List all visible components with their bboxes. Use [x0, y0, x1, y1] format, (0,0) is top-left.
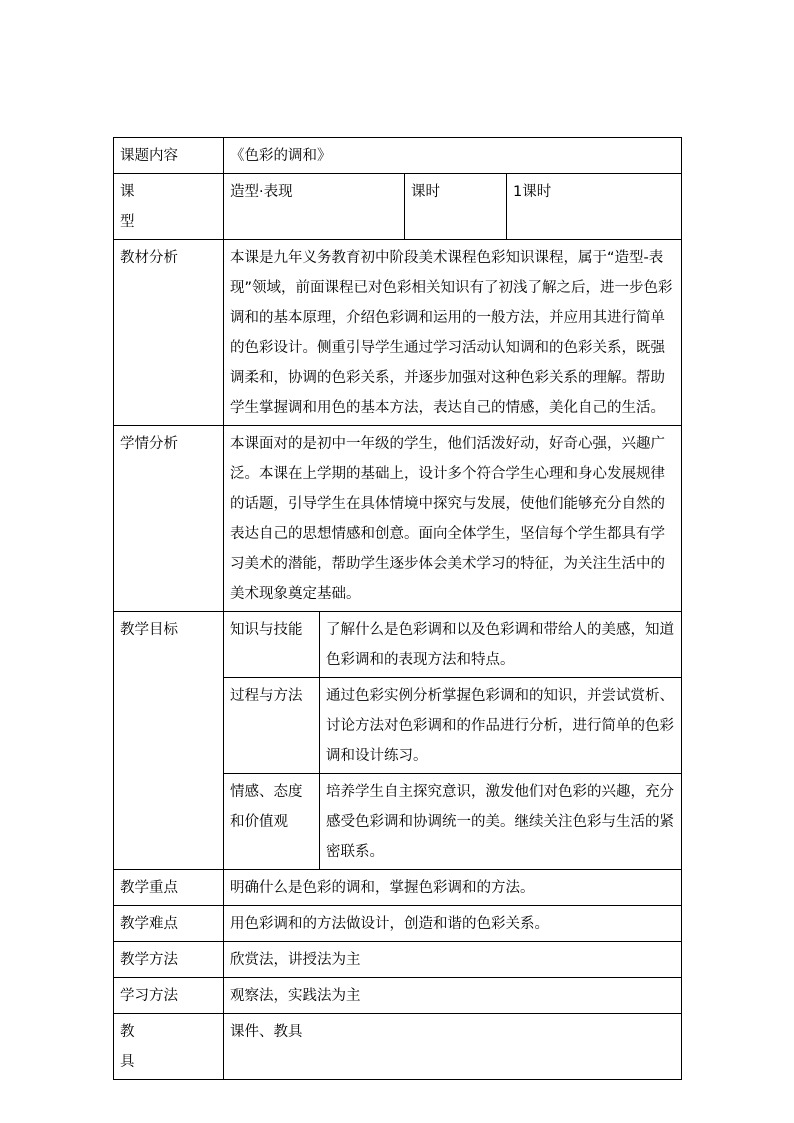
type-row	[114, 174, 682, 240]
tools-row	[114, 1014, 682, 1080]
objective-text-process: 通过色彩实例分析掌握色彩调和的知识，并尝试赏析、讨论方法对色彩调和的作品进行分析，进行简单的色彩调和设计练习。	[320, 678, 682, 774]
type-label: 课 型	[114, 174, 224, 240]
objective-label-attitude: 情感、态度和价值观	[224, 774, 320, 870]
key-points-text: 明确什么是色彩的调和，掌握色彩调和的方法。	[224, 870, 682, 906]
learning-methods-text: 观察法，实践法为主	[224, 978, 682, 1014]
objective-text-knowledge: 了解什么是色彩调和以及色彩调和带给人的美感，知道色彩调和的表现方法和特点。	[320, 612, 682, 678]
hours-value: 1课时	[507, 174, 682, 240]
difficulties-row	[114, 906, 682, 942]
tools-label: 教 具	[114, 1014, 224, 1080]
objective-text-attitude: 培养学生自主探究意识，激发他们对色彩的兴趣，充分感受色彩调和协调统一的美。继续关注色彩与生活的紧密联系。	[320, 774, 682, 870]
key-points-row	[114, 870, 682, 906]
learner-analysis-text: 本课面对的是初中一年级的学生，他们活泼好动，好奇心强，兴趣广泛。本课在上学期的基础上，设计多个符合学生心理和身心发展规律的话题，引导学生在具体情境中探究与发展，使他们能够充分自然的表达自己的思想情感和创意。面向全体学生，坚信每个学生都具有学习美术的潜能，帮助学生逐步体会美术学习的特征，为关注生活中的美术现象奠定基础。	[224, 426, 682, 612]
material-analysis-label: 教材分析	[114, 240, 224, 426]
topic-row	[114, 138, 682, 174]
topic-label: 课题内容	[114, 138, 224, 174]
type-value: 造型·表现	[224, 174, 405, 240]
objective-label-process: 过程与方法	[224, 678, 320, 774]
material-analysis-row	[114, 240, 682, 426]
key-points-label: 教学重点	[114, 870, 224, 906]
topic-value: 《色彩的调和》	[224, 138, 682, 174]
objectives-label: 教学目标	[114, 612, 224, 870]
teaching-methods-label: 教学方法	[114, 942, 224, 978]
teaching-methods-text: 欣赏法，讲授法为主	[224, 942, 682, 978]
tools-text: 课件、教具	[224, 1014, 682, 1080]
learner-analysis-row	[114, 426, 682, 612]
difficulties-label: 教学难点	[114, 906, 224, 942]
difficulties-text: 用色彩调和的方法做设计，创造和谐的色彩关系。	[224, 906, 682, 942]
material-analysis-text: 本课是九年义务教育初中阶段美术课程色彩知识课程，属于“造型-表现”领域，前面课程已对色彩相关知识有了初浅了解之后，进一步色彩调和的基本原理，介绍色彩调和运用的一般方法，并应用其进行简单的色彩设计。侧重引导学生通过学习活动认知调和的色彩关系，既强调柔和，协调的色彩关系，并逐步加强对这种色彩关系的理解。帮助学生掌握调和用色的基本方法，表达自己的情感，美化自己的生活。	[224, 240, 682, 426]
learning-methods-row	[114, 978, 682, 1014]
learning-methods-label: 学习方法	[114, 978, 224, 1014]
objective-label-knowledge: 知识与技能	[224, 612, 320, 678]
objective-row-knowledge	[114, 612, 682, 678]
lesson-plan-table	[113, 137, 682, 1080]
hours-label: 课时	[405, 174, 507, 240]
teaching-methods-row	[114, 942, 682, 978]
learner-analysis-label: 学情分析	[114, 426, 224, 612]
